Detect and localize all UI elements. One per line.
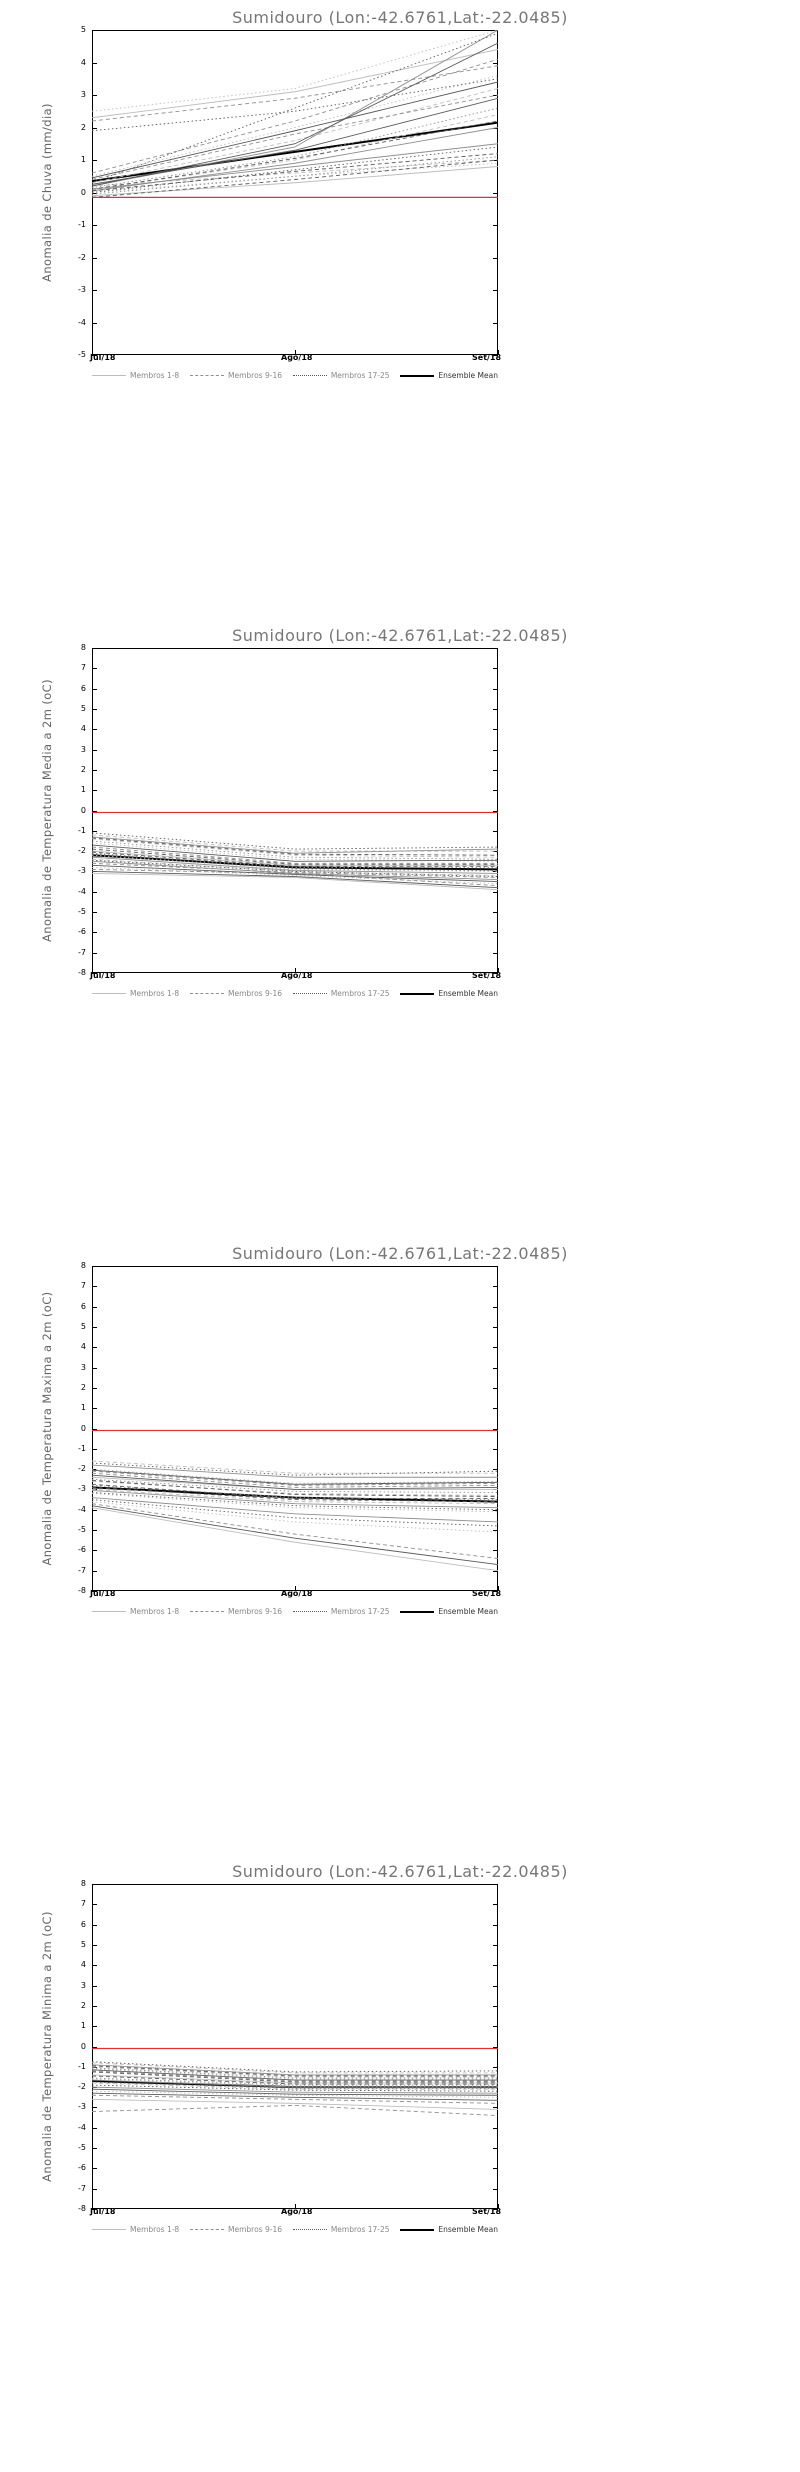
y-tick-label: -6 xyxy=(78,2163,86,2173)
legend-label: Ensemble Mean xyxy=(438,371,498,380)
member-line xyxy=(92,1508,498,1571)
legend-swatch xyxy=(400,2229,434,2231)
y-tick-label: -3 xyxy=(78,1484,86,1494)
member-line xyxy=(92,1504,498,1559)
legend-item xyxy=(92,2225,179,2234)
legend-item xyxy=(92,989,179,998)
member-line xyxy=(92,43,498,186)
legend-label: Ensemble Mean xyxy=(438,1607,498,1616)
legend-item xyxy=(190,989,282,998)
member-line xyxy=(92,76,498,177)
y-tick-label: 0 xyxy=(80,187,86,197)
member-line xyxy=(92,2099,498,2109)
legend-label: Membros 17-25 xyxy=(330,2225,390,2234)
legend-item xyxy=(293,371,390,380)
x-tick-label: Jul/18 xyxy=(90,1589,116,1598)
legend-label: Ensemble Mean xyxy=(438,2225,498,2234)
legend-label: Membros 1-8 xyxy=(130,1607,180,1616)
y-tick-label: -3 xyxy=(78,2102,86,2112)
y-tick-label: -4 xyxy=(78,2122,86,2132)
legend-swatch xyxy=(293,2229,327,2230)
y-tick-label: -7 xyxy=(78,2183,86,2193)
member-line xyxy=(92,108,498,188)
y-tick-label: 6 xyxy=(80,683,86,693)
chart-legend xyxy=(92,371,498,380)
y-tick-label: 2 xyxy=(80,764,86,774)
y-tick-label: -5 xyxy=(78,350,86,359)
legend-label: Membros 17-25 xyxy=(330,989,390,998)
legend-swatch xyxy=(190,993,224,994)
x-tick-label: Ago/18 xyxy=(281,2207,313,2216)
member-line xyxy=(92,30,498,111)
legend-item xyxy=(400,989,498,998)
legend-swatch xyxy=(92,993,126,994)
y-tick-label: -7 xyxy=(78,947,86,957)
y-tick-label: -6 xyxy=(78,1545,86,1555)
x-tick-label: Ago/18 xyxy=(281,353,313,362)
y-tick-label: -5 xyxy=(78,2143,86,2153)
member-line xyxy=(92,867,498,883)
y-axis-label: Anomalia de Temperatura Minima a 2m (oC) xyxy=(40,1911,54,2182)
x-tick-label: Set/18 xyxy=(472,353,502,362)
y-tick-label: 4 xyxy=(80,1960,86,1970)
legend-swatch xyxy=(190,2229,224,2230)
chart-legend xyxy=(92,989,498,998)
y-tick-label: 6 xyxy=(80,1919,86,1929)
legend-item xyxy=(92,371,179,380)
y-tick-label: 4 xyxy=(80,57,86,67)
y-tick-label: -6 xyxy=(78,927,86,937)
legend-item xyxy=(190,1607,282,1616)
x-tick-label: Jul/18 xyxy=(90,971,116,980)
legend-swatch xyxy=(92,375,126,376)
plot-area xyxy=(92,1884,498,2209)
y-tick-label: 0 xyxy=(80,1423,86,1433)
y-tick-label: 7 xyxy=(80,1281,86,1291)
legend-swatch xyxy=(400,993,434,995)
legend-swatch xyxy=(190,375,224,376)
chart-legend xyxy=(92,2225,498,2234)
y-tick-label: 5 xyxy=(80,703,86,713)
legend-swatch xyxy=(400,1611,434,1613)
member-line xyxy=(92,2105,498,2115)
legend-label: Membros 9-16 xyxy=(228,1607,282,1616)
legend-item xyxy=(400,371,498,380)
y-tick-label: 8 xyxy=(80,1879,86,1888)
legend-item xyxy=(400,1607,498,1616)
y-tick-label: 5 xyxy=(80,1321,86,1331)
chart-title: Sumidouro (Lon:-42.6761,Lat:-22.0485) xyxy=(232,1862,568,1881)
y-tick-label: -7 xyxy=(78,1565,86,1575)
legend-item xyxy=(293,1607,390,1616)
y-tick-label: 3 xyxy=(80,1362,86,1372)
y-tick-label: -8 xyxy=(78,968,86,977)
legend-label: Membros 1-8 xyxy=(130,2225,180,2234)
member-line xyxy=(92,147,498,193)
y-tick-label: 2 xyxy=(80,1382,86,1392)
legend-item xyxy=(293,2225,390,2234)
legend-swatch xyxy=(92,1611,126,1612)
chart-title: Sumidouro (Lon:-42.6761,Lat:-22.0485) xyxy=(232,1244,568,1263)
member-line xyxy=(92,163,498,192)
legend-swatch xyxy=(293,1611,327,1612)
legend-item xyxy=(190,2225,282,2234)
y-tick-label: -1 xyxy=(78,2061,86,2071)
legend-item xyxy=(400,2225,498,2234)
plot-area xyxy=(92,1266,498,1591)
y-tick-label: -4 xyxy=(78,317,86,327)
legend-label: Membros 9-16 xyxy=(228,371,282,380)
y-tick-label: -1 xyxy=(78,1443,86,1453)
y-tick-label: -5 xyxy=(78,907,86,917)
y-tick-label: 3 xyxy=(80,1980,86,1990)
legend-label: Membros 9-16 xyxy=(228,2225,282,2234)
plot-area xyxy=(92,648,498,973)
chart-panel xyxy=(0,1854,800,2472)
y-tick-label: 2 xyxy=(80,122,86,132)
x-tick-label: Ago/18 xyxy=(281,1589,313,1598)
member-line xyxy=(92,167,498,196)
y-axis-label: Anomalia de Temperatura Maxima a 2m (oC) xyxy=(40,1291,54,1566)
x-tick-label: Jul/18 xyxy=(90,353,116,362)
legend-label: Membros 1-8 xyxy=(130,989,180,998)
legend-swatch xyxy=(190,1611,224,1612)
legend-label: Membros 17-25 xyxy=(330,371,390,380)
chart-panel xyxy=(0,618,800,1236)
legend-label: Membros 17-25 xyxy=(330,1607,390,1616)
y-tick-label: -5 xyxy=(78,1525,86,1535)
y-tick-label: 7 xyxy=(80,1899,86,1909)
x-tick-label: Set/18 xyxy=(472,2207,502,2216)
member-line xyxy=(92,89,498,183)
y-tick-label: 3 xyxy=(80,90,86,99)
member-line xyxy=(92,2065,498,2075)
y-tick-label: 8 xyxy=(80,1261,86,1270)
legend-swatch xyxy=(400,375,434,377)
legend-item xyxy=(190,371,282,380)
plot-area xyxy=(92,30,498,355)
legend-item xyxy=(92,1607,179,1616)
y-tick-label: 0 xyxy=(80,2041,86,2051)
member-line xyxy=(92,833,498,849)
chart-panel xyxy=(0,0,800,618)
y-tick-label: 1 xyxy=(80,2021,86,2031)
member-line xyxy=(92,66,498,121)
ensemble-mean-line xyxy=(92,123,498,182)
y-tick-label: -1 xyxy=(78,825,86,835)
member-line xyxy=(92,50,498,118)
y-tick-label: -4 xyxy=(78,886,86,896)
legend-swatch xyxy=(92,2229,126,2230)
y-tick-label: -2 xyxy=(78,252,86,262)
chart-title: Sumidouro (Lon:-42.6761,Lat:-22.0485) xyxy=(232,8,568,27)
chart-legend xyxy=(92,1607,498,1616)
y-tick-label: 2 xyxy=(80,2000,86,2010)
member-line xyxy=(92,157,498,194)
y-tick-label: 1 xyxy=(80,155,86,164)
y-tick-label: -4 xyxy=(78,1504,86,1514)
y-tick-label: -3 xyxy=(78,285,86,294)
y-tick-label: 5 xyxy=(80,1939,86,1949)
legend-label: Membros 9-16 xyxy=(228,989,282,998)
chart-panel xyxy=(0,1236,800,1854)
x-tick-label: Jul/18 xyxy=(90,2207,116,2216)
y-tick-label: 4 xyxy=(80,724,86,734)
y-tick-label: 1 xyxy=(80,785,86,795)
y-tick-label: 8 xyxy=(80,643,86,652)
y-axis-label: Anomalia de Temperatura Media a 2m (oC) xyxy=(40,679,54,943)
y-tick-label: -8 xyxy=(78,2204,86,2213)
y-tick-label: -2 xyxy=(78,2082,86,2092)
legend-label: Membros 1-8 xyxy=(130,371,180,380)
y-tick-label: -2 xyxy=(78,1464,86,1474)
y-tick-label: 1 xyxy=(80,1403,86,1413)
x-tick-label: Set/18 xyxy=(472,971,502,980)
x-tick-label: Set/18 xyxy=(472,1589,502,1598)
y-tick-label: -1 xyxy=(78,220,86,229)
legend-label: Ensemble Mean xyxy=(438,989,498,998)
legend-item xyxy=(293,989,390,998)
y-tick-label: 7 xyxy=(80,663,86,673)
member-line xyxy=(92,2062,498,2072)
y-tick-label: 6 xyxy=(80,1301,86,1311)
legend-swatch xyxy=(293,993,327,994)
y-tick-label: 4 xyxy=(80,1342,86,1352)
y-tick-label: -3 xyxy=(78,866,86,876)
y-tick-label: -8 xyxy=(78,1586,86,1595)
y-axis-label: Anomalia de Chuva (mm/dia) xyxy=(40,103,54,282)
chart-title: Sumidouro (Lon:-42.6761,Lat:-22.0485) xyxy=(232,626,568,645)
member-line xyxy=(92,59,498,173)
y-tick-label: -2 xyxy=(78,846,86,856)
member-line xyxy=(92,838,498,855)
legend-swatch xyxy=(293,375,327,376)
y-tick-label: 5 xyxy=(80,25,86,34)
x-tick-label: Ago/18 xyxy=(281,971,313,980)
member-line xyxy=(92,1506,498,1565)
y-tick-label: 3 xyxy=(80,744,86,754)
y-tick-label: 0 xyxy=(80,805,86,815)
